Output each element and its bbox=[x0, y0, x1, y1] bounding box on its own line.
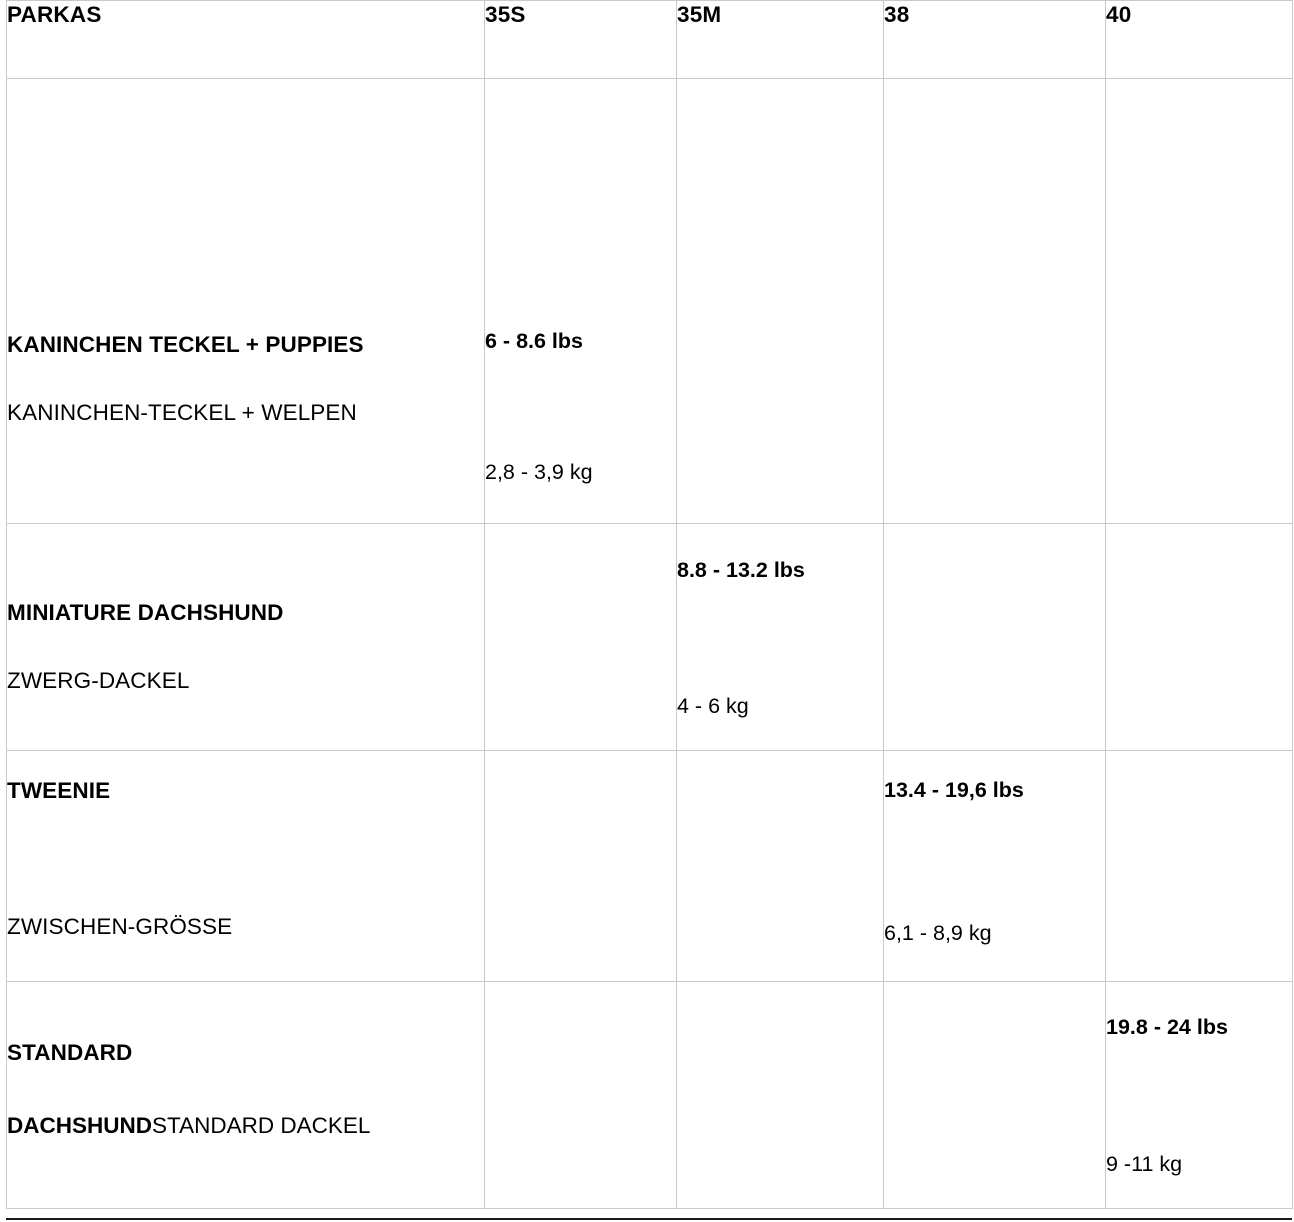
breed-name-mixed bbox=[7, 1112, 484, 1140]
breed-cell-kaninchen bbox=[7, 79, 485, 524]
column-header-35s: 35S bbox=[485, 1, 677, 79]
weight-cell-40 bbox=[1106, 524, 1293, 751]
breed-name-de-2: STANDARD DACKEL bbox=[152, 1113, 371, 1139]
weight-cell-35s bbox=[485, 79, 677, 524]
weight-kg: 2,8 - 3,9 kg bbox=[485, 459, 593, 484]
weight-cell-38 bbox=[884, 751, 1106, 982]
breed-name-de: KANINCHEN-TECKEL + WELPEN bbox=[7, 400, 357, 426]
weight-lbs: 8.8 - 13.2 lbs bbox=[677, 558, 805, 582]
breed-cell-miniature bbox=[7, 524, 485, 751]
table-header-row bbox=[7, 1, 1293, 79]
weight-lbs: 6 - 8.6 lbs bbox=[485, 329, 583, 353]
table-row bbox=[7, 524, 1293, 751]
parka-size-table bbox=[6, 0, 1293, 1209]
breed-cell-tweenie bbox=[7, 751, 485, 982]
weight-cell-35m bbox=[677, 982, 884, 1209]
bottom-divider bbox=[6, 1218, 1292, 1220]
weight-cell-35m bbox=[677, 524, 884, 751]
weight-kg: 9 -11 kg bbox=[1106, 1151, 1183, 1176]
breed-name-en-2: DACHSHUND bbox=[7, 1113, 152, 1139]
breed-name-en: MINIATURE DACHSHUND bbox=[7, 600, 284, 625]
weight-cell-40 bbox=[1106, 982, 1293, 1209]
breed-name-de: ZWERG-DACKEL bbox=[7, 668, 190, 694]
weight-kg: 6,1 - 8,9 kg bbox=[884, 920, 992, 945]
breed-name-en: STANDARD bbox=[7, 1040, 133, 1065]
table-row bbox=[7, 982, 1293, 1209]
weight-cell-35s bbox=[485, 982, 677, 1209]
column-header-parkas: PARKAS bbox=[7, 1, 485, 79]
breed-name-en: TWEENIE bbox=[7, 778, 111, 803]
weight-cell-35m bbox=[677, 79, 884, 524]
column-header-38: 38 bbox=[884, 1, 1106, 79]
weight-cell-35m bbox=[677, 751, 884, 982]
weight-lbs: 19.8 - 24 lbs bbox=[1106, 1015, 1228, 1039]
weight-cell-35s bbox=[485, 751, 677, 982]
column-header-35m: 35M bbox=[677, 1, 884, 79]
table-row bbox=[7, 751, 1293, 982]
breed-name-de: ZWISCHEN-GRÖSSE bbox=[7, 914, 233, 940]
weight-cell-38 bbox=[884, 524, 1106, 751]
weight-cell-38 bbox=[884, 79, 1106, 524]
weight-cell-40 bbox=[1106, 79, 1293, 524]
weight-lbs: 13.4 - 19,6 lbs bbox=[884, 778, 1024, 802]
weight-cell-35s bbox=[485, 524, 677, 751]
column-header-40: 40 bbox=[1106, 1, 1293, 79]
weight-kg: 4 - 6 kg bbox=[677, 693, 749, 718]
breed-cell-standard bbox=[7, 982, 485, 1209]
weight-cell-40 bbox=[1106, 751, 1293, 982]
weight-cell-38 bbox=[884, 982, 1106, 1209]
breed-name-en: KANINCHEN TECKEL + PUPPIES bbox=[7, 332, 364, 357]
table-row bbox=[7, 79, 1293, 524]
